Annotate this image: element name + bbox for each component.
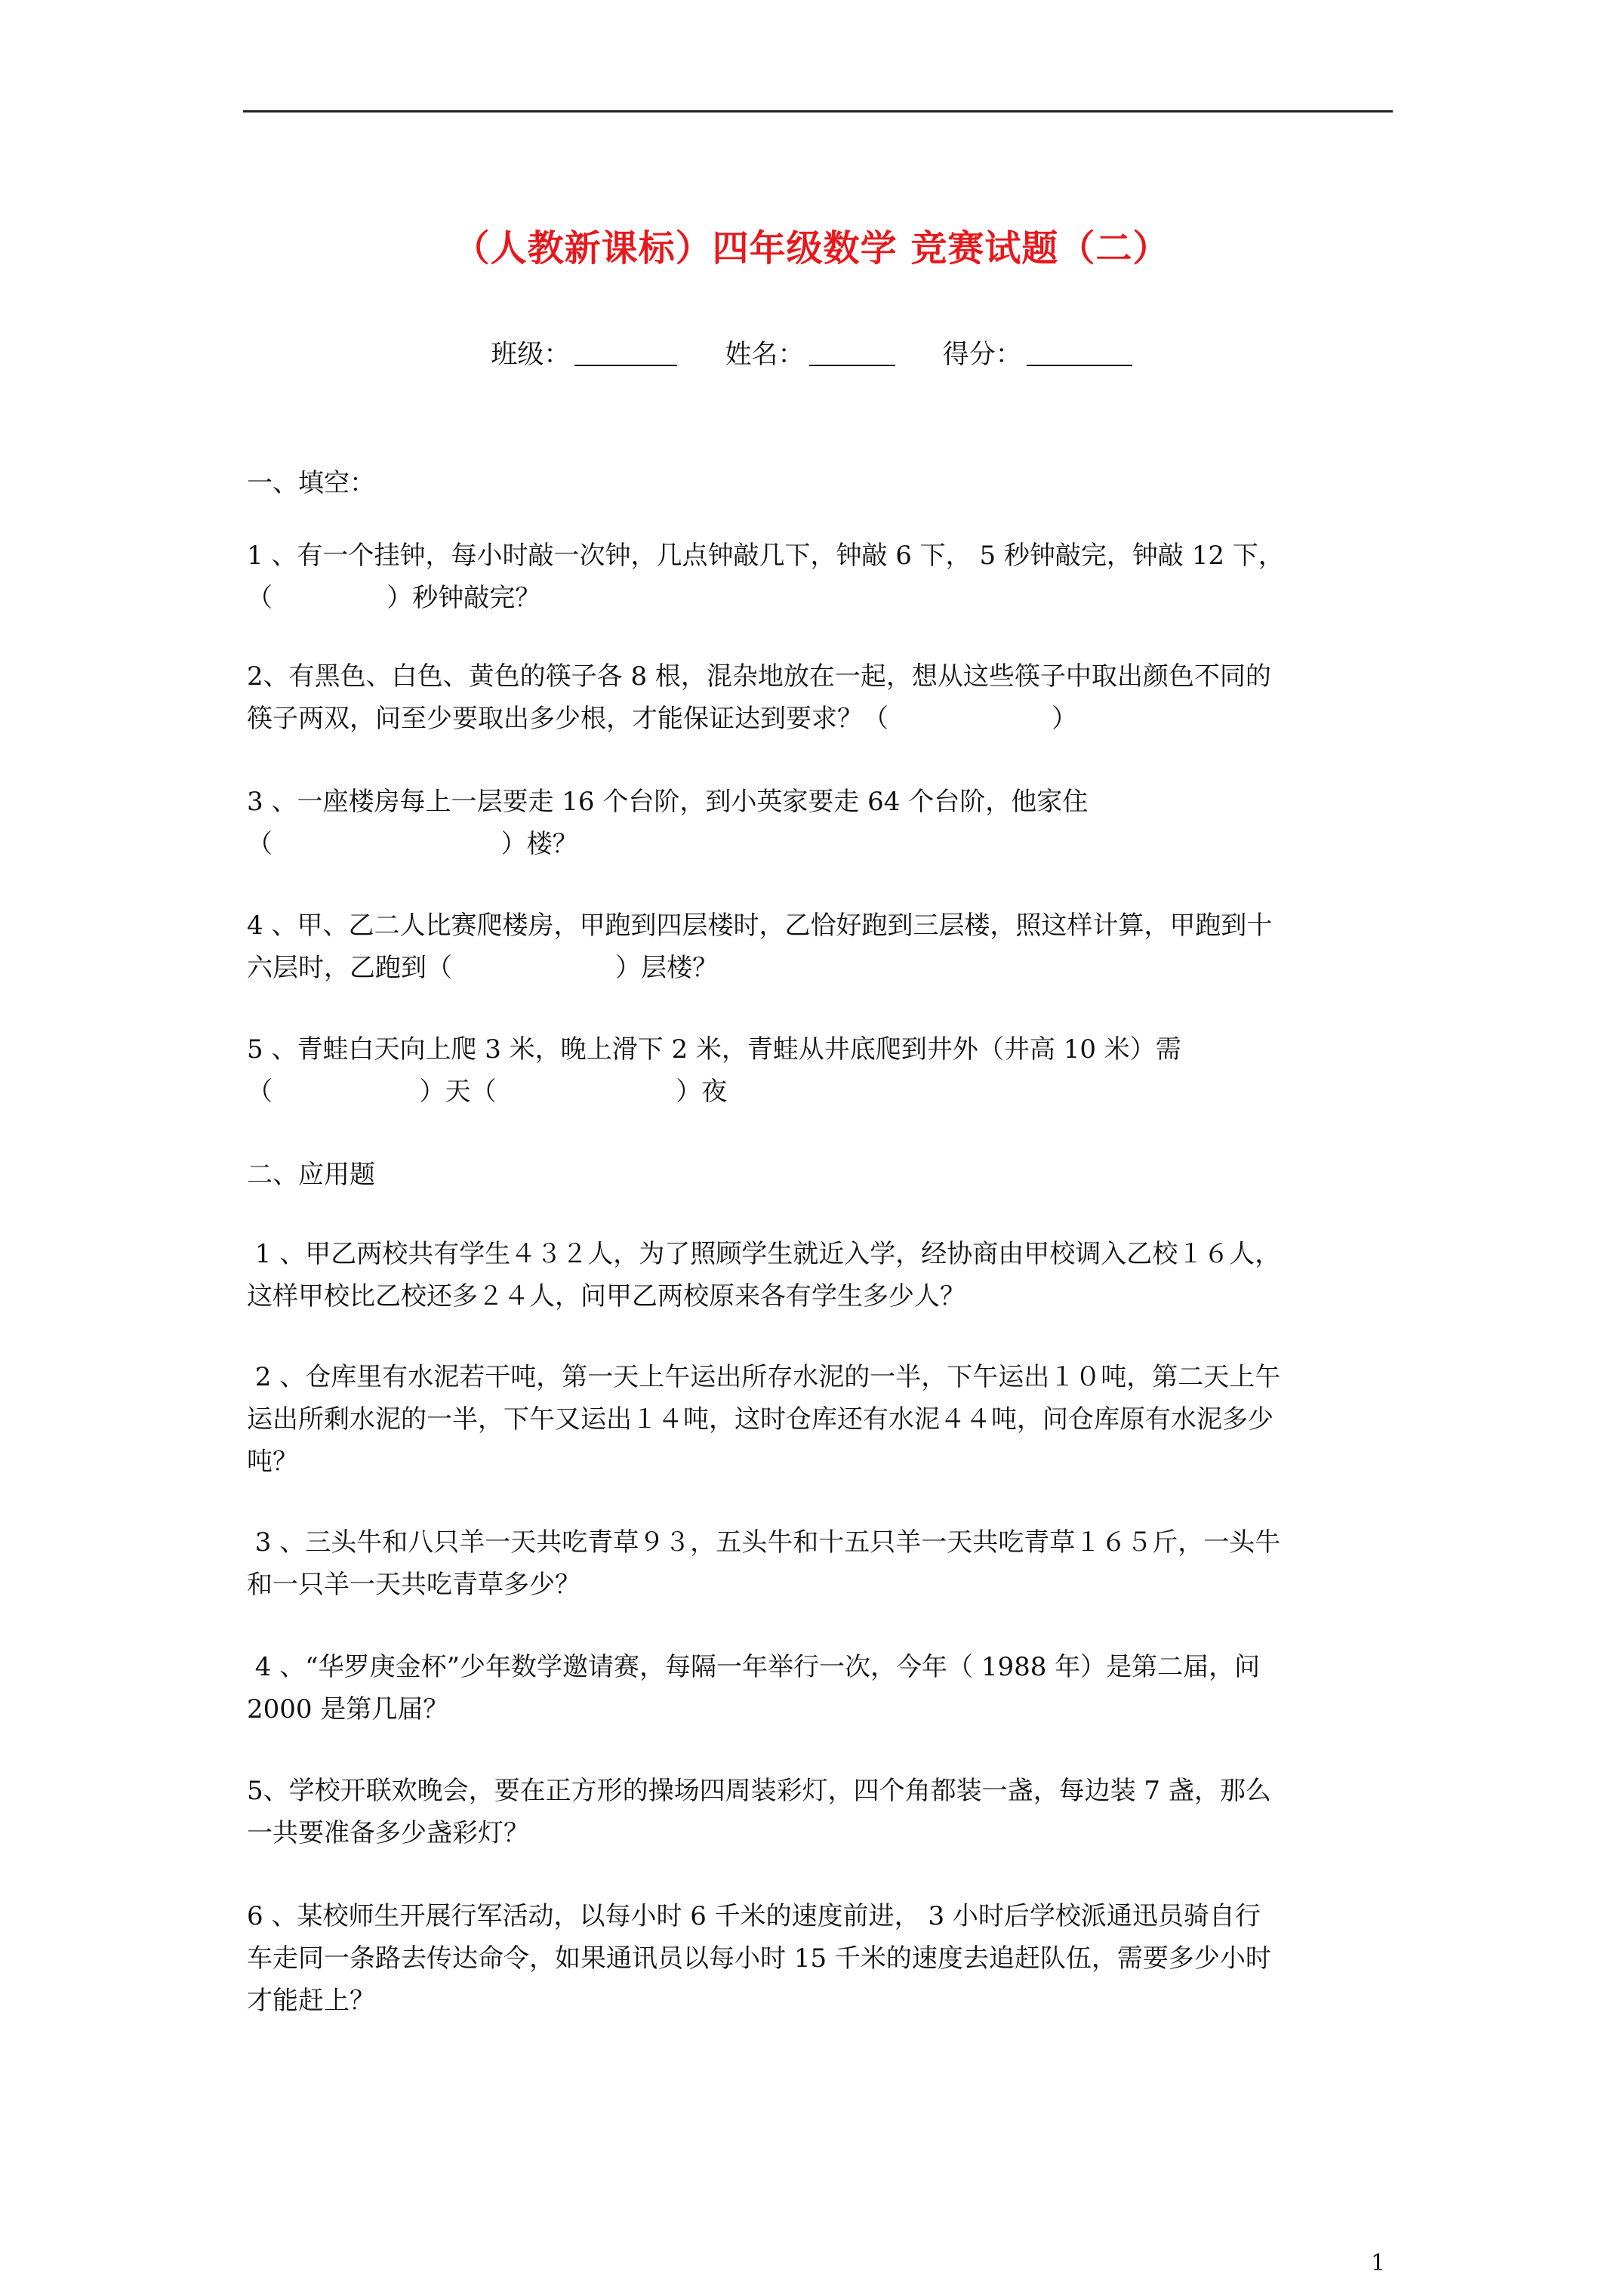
score-blank[interactable] — [1027, 342, 1132, 366]
question-1-3: 3 、一座楼房每上一层要走 16 个台阶，到小英家要走 64 个台阶，他家住 （ ）楼？ — [247, 787, 1089, 859]
section-heading-fill-blank: 一、填空： — [247, 468, 375, 498]
question-2-4: 4 、“华罗庚金杯”少年数学邀请赛，每隔一年举行一次，今年（ 1988 年）是第二届，问 2000 是第几届？ — [247, 1652, 1261, 1724]
score-label: 得分： — [942, 340, 1022, 370]
question-1-5: 5 、青蛙白天向上爬 3 米，晚上滑下 2 米，青蛙从井底爬到井外（井高 10 米）需 （ ）天（ ）夜 — [247, 1034, 1181, 1107]
question-1-2: 2、有黑色、白色、黄色的筷子各 8 根，混杂地放在一起，想从这些筷子中取出颜色不同的 筷子两双，问至少要取出多少根，才能保证达到要求？（ ） — [247, 661, 1271, 734]
question-2-2: 2 、仓库里有水泥若干吨，第一天上午运出所存水泥的一半，下午运出１０吨，第二天上午 运出所剩水泥的一半，下午又运出１４吨，这时仓库还有水泥４４吨，问仓库原有水泥多少 吨？ — [247, 1362, 1281, 1477]
class-label: 班级： — [491, 340, 571, 370]
question-2-5: 5、学校开联欢晚会，要在正方形的操场四周装彩灯，四个角都装一盏，每边装 7 盏，那么 一共要准备多少盏彩灯？ — [247, 1776, 1271, 1848]
question-1-4: 4 、甲、乙二人比赛爬楼房，甲跑到四层楼时，乙恰好跑到三层楼，照这样计算，甲跑到十 六层时，乙跑到（ ）层楼？ — [247, 911, 1273, 983]
header-rule — [243, 110, 1393, 112]
question-2-1: 1 、甲乙两校共有学生４３２人，为了照顾学生就近入学，经协商由甲校调入乙校１６人， 这样甲校比乙校还多２４人，问甲乙两校原来各有学生多少人？ — [247, 1239, 1281, 1311]
student-info-line — [0, 334, 1623, 371]
class-blank[interactable] — [574, 342, 677, 366]
question-1-1: 1 、有一个挂钟，每小时敲一次钟，几点钟敲几下，钟敲 6 下， 5 秒钟敲完，钟敲 12 下， （ ）秒钟敲完？ — [247, 541, 1284, 613]
question-2-3: 3 、三头牛和八只羊一天共吃青草９３，五头牛和十五只羊一天共吃青草１６５斤，一头牛 和一只羊一天共吃青草多少？ — [247, 1527, 1281, 1600]
name-label: 姓名： — [725, 340, 805, 370]
name-blank[interactable] — [809, 342, 895, 366]
page-number: 1 — [1371, 2250, 1386, 2276]
question-2-6: 6 、某校师生开展行军活动，以每小时 6 千米的速度前进， 3 小时后学校派通迅员骑自行 车走同一条路去传达命令，如果通讯员以每小时 15 千米的速度去追赶队伍，需要多少小时 才能赶上？ — [247, 1901, 1271, 2016]
section-heading-word-problems: 二、应用题 — [247, 1160, 375, 1190]
page-title: （人教新课标）四年级数学 竞赛试题（二） — [453, 227, 1170, 270]
